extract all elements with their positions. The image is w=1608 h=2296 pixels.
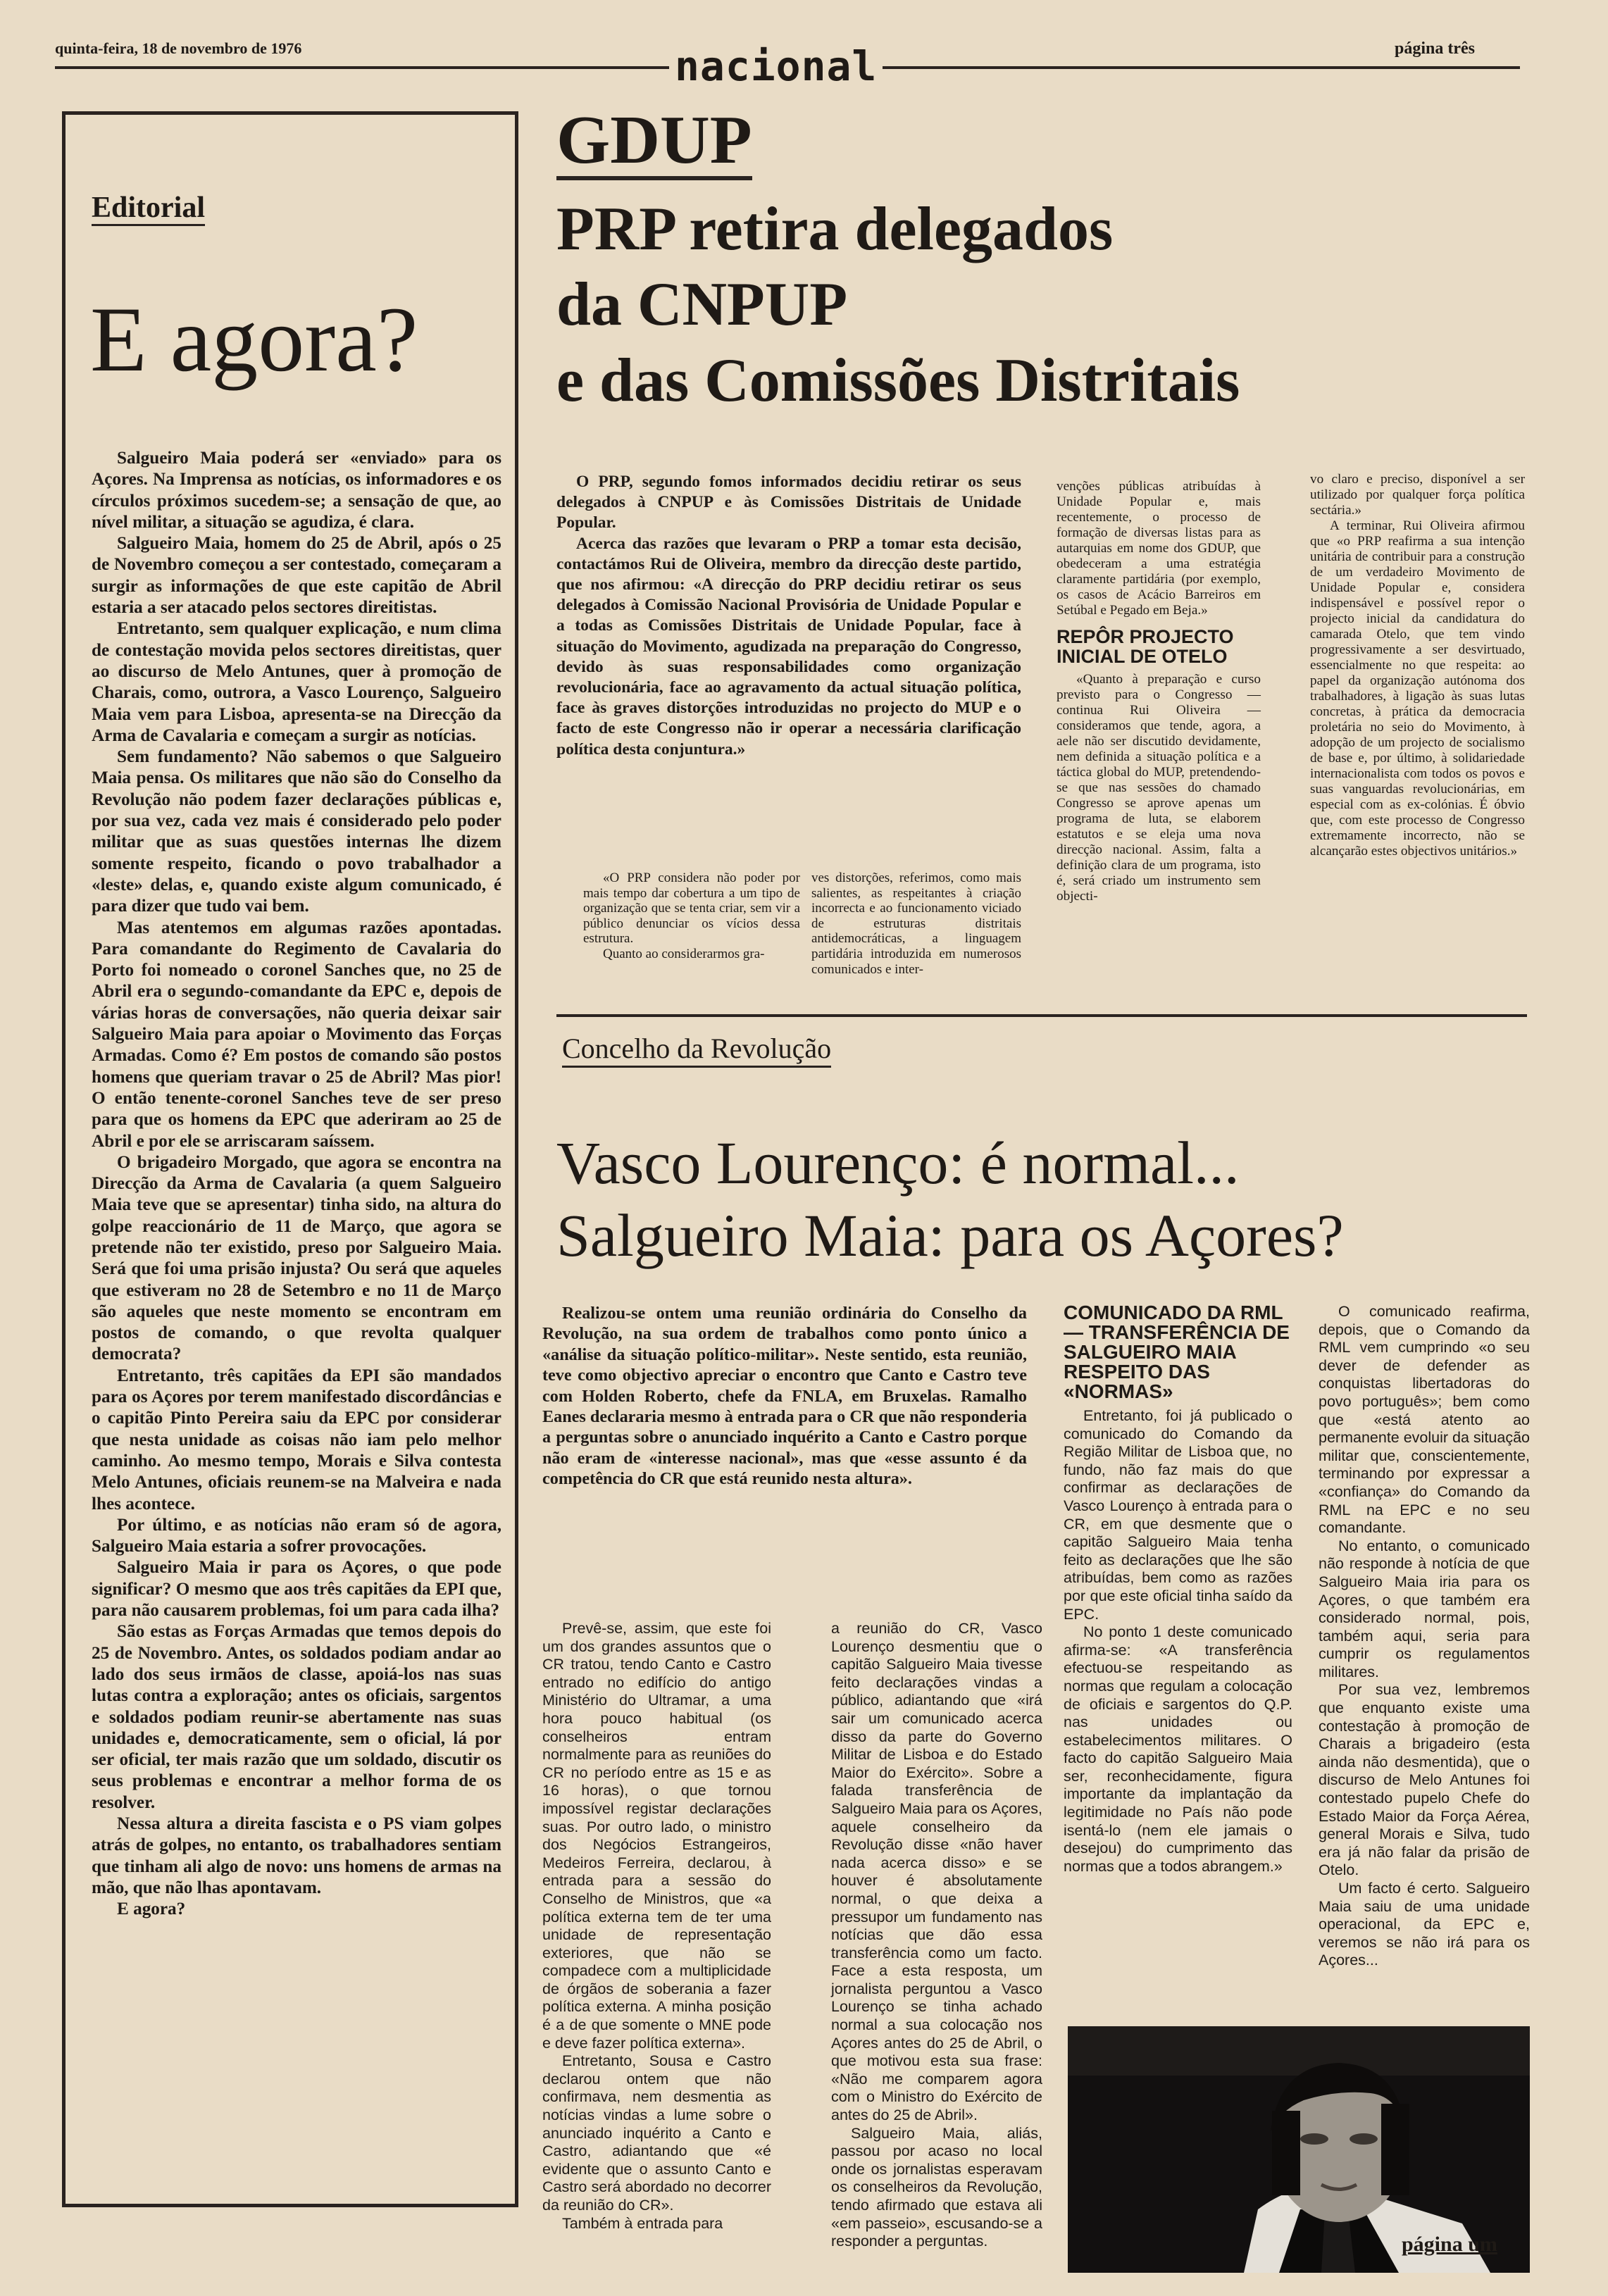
article-paragraph: venções públicas atribuídas à Unidade Popular e, mais recentemente, o processo de formação de diversas listas para as autarquias em nome dos GDUP, que obedeceram a uma estratégia claramente partidária (por exemplo, os casos de Acácio Barreiros em Setúbal e Pegado em Beja.» <box>1057 479 1261 618</box>
article-paragraph: Entretanto, Sousa e Castro declarou ontem que não confirmava, nem desmentia as notícias vindas a lume sobre o anunciado inquérito a Canto e Castro, adiantando que «é evidente que o assunto Canto e Castro será abordado no decorrer da reunião do CR». <box>542 2052 771 2214</box>
cr-column-4 <box>1319 1303 1530 2021</box>
gdup-subcolumn-2 <box>811 871 1021 1004</box>
article-paragraph: «Quanto à preparação e curso previsto para o Congresso — continua Rui Oliveira — consideramos que tende, agora, a aele não ser discutido devidamente, nem definida a situação política e a táctica global do MUP, pretendendo-se que nas sessões do chamado Congresso se aprove apenas um programa de luta, se elaborem estatutos e se eleja uma nova direcção nacional. Assim, falta a definição clara de um programa, isto é, será criado um instrumento sem objecti- <box>1057 672 1261 904</box>
gdup-kicker: GDUP <box>556 106 752 180</box>
cr-section-label: Concelho da Revolução <box>562 1032 831 1068</box>
lead-paragraph: Realizou-se ontem uma reunião ordinária do Conselho da Revolução, na sua ordem de trabalhos como ponto único a «análise da situação político-militar». Neste sentido, esta reunião, teve como objectivo apreciar o encontro que Canto e Castro teve com Holden Roberto, chefe da FNLA, em Bruxelas. Ramalho Eanes declararia mesmo à entrada para o CR que não responderia a perguntas sobre o anunciado inquérito a Canto e Castro porque não eram de «interesse nacional», mas que «esse assunto é da competência do CR que está reunido nesta altura». <box>542 1304 1027 1489</box>
gdup-column-3 <box>1057 479 1261 1000</box>
cr-subhead: COMUNICADO DA RML — TRANSFERÊNCIA DE SALGUEIRO MAIA RESPEITO DAS «NORMAS» <box>1064 1302 1290 1402</box>
gdup-subhead: REPÔR PROJECTO INICIAL DE OTELO <box>1057 626 1234 667</box>
gdup-subcolumn-1 <box>583 871 800 1004</box>
article-paragraph: No entanto, o comunicado não responde à notícia de que Salgueiro Maia iria para os Açores, o que também era considerado normal, pois, também aqui, seria para cumprir os regulamentos militares. <box>1319 1537 1530 1680</box>
cr-column-1 <box>542 1620 771 2240</box>
article-paragraph: Também à entrada para <box>562 2214 723 2232</box>
gdup-lead <box>556 472 1021 831</box>
page-number: página três <box>1395 39 1475 58</box>
next-page-link[interactable]: página um <box>1402 2233 1497 2256</box>
editorial-paragraph: Mas atentemos em algumas razões apontadas. Para comandante do Regimento de Cavalaria do Porto foi nomeado o coronel Sanches que, no 25 de Abril era o segundo-comandante da EPC e, depois de várias horas de conversações, não queria deixar sair Salgueiro Maia para apoiar o Movimento das Forças Armadas. Como é? Em postos de comando são postos homens que queriam travar o 25 de Abril? Mas pior! O então tenente-coronel Sanches teve de ser preso para que os homens da EPC que aderiram ao 25 de Abril e por ele se arriscaram saíssem. <box>92 918 501 1151</box>
article-paragraph: Por sua vez, lembremos que enquanto existe uma contestação à promoção de Charais a brigadeiro (esta ainda não desmentida), que o discurso de Melo Antunes foi contestado pupelo Chefe do Estado Maior da Força Aérea, general Morais e Silva, tudo era já não falar da prisão de Otelo. <box>1319 1681 1530 1879</box>
article-paragraph: Quanto ao considerarmos gra- <box>603 946 765 961</box>
headline-line: e das Comissões Distritais <box>556 346 1240 415</box>
article-paragraph: a reunião do CR, Vasco Lourenço desmentiu que o capitão Salgueiro Maia tivesse feito declarações vindas a público, adiantando que «irá sair um comunicado acerca disso da parte do Governo Militar de Lisboa e do Estado Maior do Exército». Sobre a falada transferência de Salgueiro Maia para os Açores, aquele conselheiro da Revolução disse «não haver nada acerca disso» e se houver é absolutamente normal, o que deixa a pressupor um fundamento nas notícias que dão essa transferência como um facto. Face a esta resposta, um jornalista perguntou a Vasco Lourenço se tinha achado normal a sua colocação nos Açores antes do 25 de Abril, o que motivou esta sua frase: «Não me comparem agora com o Ministro do Exército de antes do 25 de Abril». <box>831 1620 1042 2124</box>
article-paragraph: No ponto 1 deste comunicado afirma-se: «A transferência efectuou-se respeitando as normas que regulam a colocação de oficiais e sargentos do Q.P. nas unidades ou estabelecimentos militares. O facto do capitão Salgueiro Maia ser, reconhecidamente, figura importante da implantação da legitimidade no País não pode isentá-lo (nem ele jamais o desejou) do cumprimento das normas que a todos abrangem.» <box>1064 1623 1292 1875</box>
editorial-paragraph: Salgueiro Maia ir para os Açores, o que pode significar? O mesmo que aos três capitães da EPI que, para não causarem problemas, foi um para cada ilha? <box>92 1558 501 1621</box>
article-paragraph: vo claro e preciso, disponível a ser utilizado por qualquer força política sectária.» <box>1310 472 1525 518</box>
editorial-paragraph: O brigadeiro Morgado, que agora se encontra na Direcção da Arma de Cavalaria (a quem Salgueiro Maia teve que se apresentar) tinha sido, na altura do golpe reaccionário de 11 de Março, que agora se pretende não ter existido, preso por Salgueiro Maia. Será que foi uma prisão injusta? Ou será que aqueles que estiveram no 28 de Setembro e no 11 de Março são aqueles que neste momento se encontram em postos de comando, o que revolta qualquer democrata? <box>92 1152 501 1364</box>
editorial-paragraph: Sem fundamento? Não sabemos o que Salgueiro Maia pensa. Os militares que não são do Conselho da Revolução não podem fazer declarações públicas e, por sua vez, cada vez mais é considerado pelo poder militar que as suas questões internas lhe dizem somente respeito, ficando o povo trabalhador a «leste» delas, e, quando existe algum comunicado, é para dizer que tudo vai bem. <box>92 747 501 916</box>
article-paragraph: Prevê-se, assim, que este foi um dos grandes assuntos que o CR tratou, tendo Canto e Castro entrado no edifício do antigo Ministério do Ultramar, a uma hora pouco habitual (os conselheiros entram normalmente para as reuniões do CR no período entre as 15 e as 16 horas), o que tornou impossível registar declarações suas. Por outro lado, o ministro dos Negócios Estrangeiros, Medeiros Ferreira, declarou, à entrada para a sessão do Conselho de Ministros, que «a política externa tem de ter uma unidade de representação exteriores, que não se compadece com a multiplicidade de órgãos de soberania a fazer política externa. A minha posição é a de que somente o MNE pode e deve fazer política externa». <box>542 1620 771 2052</box>
headline-line: da CNPUP <box>556 270 848 339</box>
article-paragraph: Um facto é certo. Salgueiro Maia saiu de uma unidade operacional, da EPC e, veremos se não irá para os Açores... <box>1319 1880 1530 1969</box>
cr-column-3 <box>1064 1303 1292 2021</box>
headline-line: Salgueiro Maia: para os Açores? <box>556 1202 1344 1270</box>
editorial-paragraph: Entretanto, três capitães da EPI são mandados para os Açores por terem manifestado discordâncias e o capitão Pinto Pereira saiu da EPC por considerar que nesta unidade as coisas não iam pelo melhor caminho. Ao mesmo tempo, Morais e Silva contesta Melo Antunes, oficiais reunem-se na Malveira e nada lhes acontece. <box>92 1366 501 1514</box>
lead-paragraph: Acerca das razões que levaram o PRP a tomar esta decisão, contactámos Rui de Oliveira, membro da direcção deste partido, que nos afirmou: «A direcção do PRP decidiu retirar os seus delegados à Comissão Nacional Provisória de Unidade Popular e a todas as Comissões Distritais de Unidade Popular, face à situação do Movimento, agudizada na preparação do Congresso, devido às suas responsabilidades como organização revolucionária, face ao agravamento da actual situação política, face às graves distorções introduzidas no projecto do MUP e o facto de este Congresso não ir operar a necessária clarificação política desta conjuntura.» <box>556 534 1021 759</box>
cr-headline <box>556 1127 1528 1272</box>
headline-line: PRP retira delegados <box>556 195 1114 263</box>
issue-date: quinta-feira, 18 de novembro de 1976 <box>55 39 302 57</box>
section-title: nacional <box>669 42 883 90</box>
editorial-label: Editorial <box>92 192 205 226</box>
editorial-paragraph: Entretanto, sem qualquer explicação, e num clima de contestação movida pelos sectores direitistas, quer ao discurso de Melo Antunes, quer à promoção de Charais, como, outrora, a Vasco Lourenço, Salgueiro Maia vem para Lisboa, apresenta-se na Direcção da Arma de Cavalaria e começam a surgir as notícias. <box>92 619 501 745</box>
section-divider <box>556 1014 1527 1017</box>
editorial-paragraph: Nessa altura a direita fascista e o PS viam golpes atrás de golpes, no entanto, os trabalhadores sentiam que tinham ali algo de novo: uns homens de armas na mão, que não lhas apontavam. <box>92 1814 501 1897</box>
article-paragraph: Entretanto, foi já publicado o comunicado do Comando da Região Militar de Lisboa que, no fundo, não faz mais do que confirmar as declarações de Vasco Lourenço à entrada para o CR, em que desmente que o capitão Salgueiro Maia tenha feito as declarações que lhe são atribuídas, bem como as razões por que este oficial tinha saído da EPC. <box>1064 1407 1292 1623</box>
editorial-title: E agora? <box>90 287 418 391</box>
gdup-column-4 <box>1310 472 1525 1000</box>
article-paragraph: Salgueiro Maia, aliás, passou por acaso no local onde os jornalistas esperavam os conselheiros da Revolução, tendo afirmado que estava ali «em passeio», escusando-se a responder a perguntas. <box>831 2124 1042 2250</box>
cr-lead <box>542 1303 1027 1599</box>
headline-line: Vasco Lourenço: é normal... <box>556 1129 1240 1197</box>
editorial-paragraph: Salgueiro Maia poderá ser «enviado» para os Açores. Na Imprensa as notícias, os informadores e os círculos próximos sucedem-se; a sensação de que, ao nível militar, a situação se agudiza, é clara. <box>92 449 501 532</box>
cr-column-2 <box>831 1620 1042 2250</box>
article-paragraph: O comunicado reafirma, depois, que o Comando da RML vem cumprindo «o seu dever de defender as conquistas libertadoras do povo português»; bem como que «está atento ao permanente evoluir da situação militar que, conscientemente, terminando por expressar a «confiança» do Comando da RML na EPC e no seu comandante. <box>1319 1303 1530 1537</box>
editorial-paragraph: Por último, e as notícias não eram só de agora, Salgueiro Maia estaria a sofrer provocações. <box>92 1515 501 1556</box>
editorial-paragraph: E agora? <box>117 1899 186 1919</box>
lead-paragraph: O PRP, segundo fomos informados decidiu retirar os seus delegados à CNPUP e às Comissões Distritais de Unidade Popular. <box>556 473 1021 532</box>
editorial-paragraph: São estas as Forças Armadas que temos depois do 25 de Novembro. Antes, os soldados podiam andar ao lado dos seus irmãos de classe, apoiá-los nas suas lutas contra a exploração; antes os oficiais, sargentos e soldados podiam reunir-se abertamente nas suas unidades e, democraticamente, sem o oficial, lá por ser oficial, ter mais razão que um soldado, discutir os seus problemas e encontrar a melhor forma de os resolver. <box>92 1622 501 1812</box>
article-paragraph: A terminar, Rui Oliveira afirmou que «o PRP reafirma a sua intenção unitária de contribuir para a construção de um verdadeiro Movimento de Unidade Popular e, considera indispensável e possível repor o projecto inicial da candidatura do camarada Otelo, que tem vindo progressivamente a ser desvirtuado, essencialmente no que respeita: ao papel da organização autónoma dos trabalhadores, à ligação às suas lutas concretas, à prática da democracia proletária no seio do Movimento, à adopção de um projecto de socialismo de base e, por último, à solidariedade internacionalista com todos os povos e suas vanguardas revolucionárias, em especial com as ex-colónias. É óbvio que, com este processo de Congresso extremamente incorrecto, não se alcançarão estes objectivos unitários.» <box>1310 518 1525 859</box>
gdup-headline <box>556 192 1528 418</box>
editorial-body <box>92 448 501 2188</box>
article-paragraph: «O PRP considera não poder por mais tempo dar cobertura a um tipo de organização que se tenta criar, sem vir a público denunciar os vícios dessa estrutura. <box>583 871 800 947</box>
article-paragraph: ves distorções, referimos, como mais salientes, as respeitantes à criação incorrecta e ao funcionamento viciado de estruturas distritais antidemocráticas, a linguagem partidária introduzida em numerosos comunicados e inter- <box>811 871 1021 977</box>
editorial-paragraph: Salgueiro Maia, homem do 25 de Abril, após o 25 de Novembro começou a ser contestado, começaram a surgir as informações de que este capitão de Abril estaria a ser atacado pelos sectores direitistas. <box>92 534 501 618</box>
